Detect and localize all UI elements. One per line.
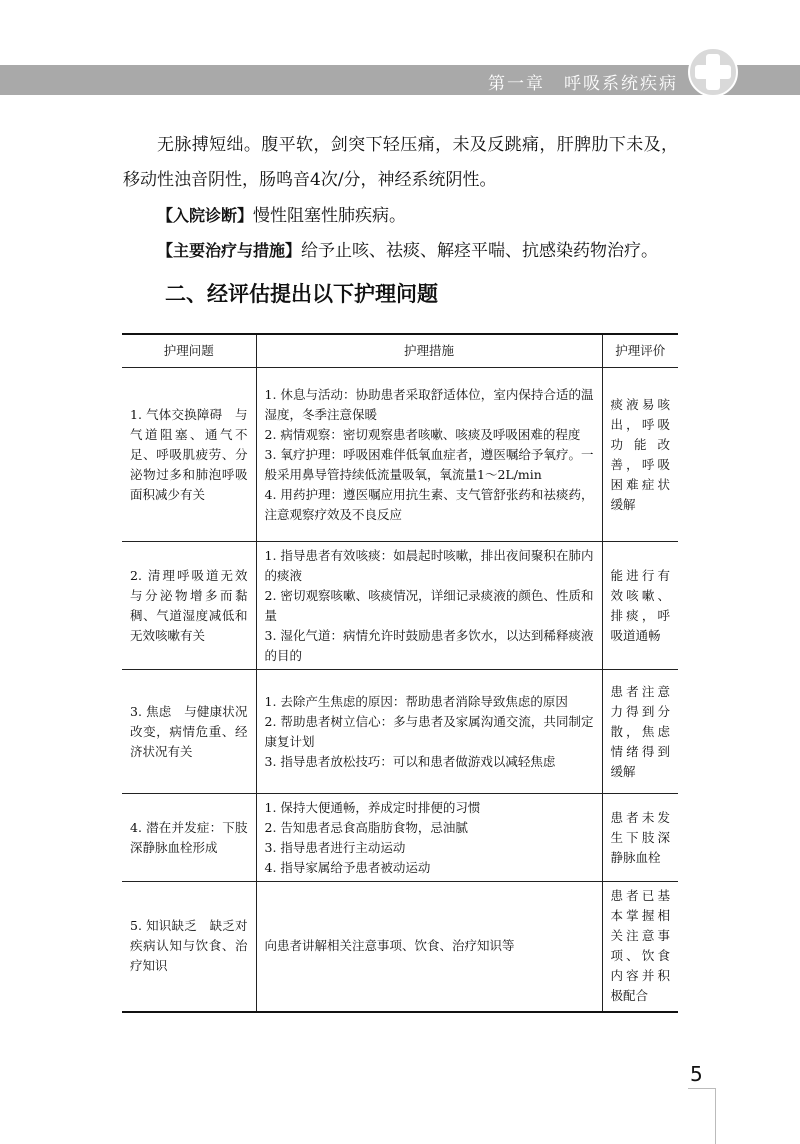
problem-cell: 1. 气体交换障碍 与气道阻塞、通气不足、呼吸肌疲劳、分泌物过多和肺泡呼吸面积减少有关 (122, 368, 256, 542)
problem-cell: 2. 清理呼吸道无效 与分泌物增多而黏稠、气道湿度减低和无效咳嗽有关 (122, 542, 256, 670)
table-row (122, 670, 678, 794)
chapter-header-band (0, 65, 800, 95)
nursing-problems-table (122, 333, 678, 1013)
measure-item: 1. 休息与活动：协助患者采取舒适体位，室内保持合适的温湿度，冬季注意保暖 (264, 386, 594, 422)
evaluation-cell: 痰液易咳出，呼吸功能改善，呼吸困难症状缓解 (602, 368, 678, 542)
measure-item: 3. 指导患者进行主动运动 (264, 839, 406, 855)
admission-text: 慢性阻塞性肺疾病。 (253, 206, 407, 226)
body-paragraph-admission (123, 198, 678, 234)
evaluation-cell: 患者注意力得到分散，焦虑情绪得到缓解 (602, 670, 678, 794)
problem-cell: 4. 潜在并发症：下肢深静脉血栓形成 (122, 794, 256, 882)
section-heading: 二、经评估提出以下护理问题 (165, 282, 438, 306)
measures-cell (256, 794, 602, 882)
measure-item: 向患者讲解相关注意事项、饮食、治疗知识等 (264, 938, 515, 954)
evaluation-cell: 患者已基本掌握相关注意事项、饮食内容并积极配合 (602, 882, 678, 1012)
measure-item: 2. 病情观察：密切观察患者咳嗽、咳痰及呼吸困难的程度 (264, 426, 581, 442)
measures-cell (256, 542, 602, 670)
page-corner-line-vertical (715, 1088, 716, 1144)
measure-item: 2. 密切观察咳嗽、咳痰情况，详细记录痰液的颜色、性质和量 (264, 587, 594, 623)
measure-item: 4. 指导家属给予患者被动运动 (264, 859, 431, 875)
table-row (122, 882, 678, 1012)
measure-item: 1. 指导患者有效咳痰：如晨起时咳嗽，排出夜间聚积在肺内的痰液 (264, 547, 594, 583)
treatment-label: 【主要治疗与措施】 (157, 241, 302, 260)
page-number: 5 (690, 1062, 703, 1086)
measures-cell (256, 670, 602, 794)
table-row (122, 368, 678, 542)
treatment-text: 给予止咳、祛痰、解痉平喘、抗感染药物治疗。 (301, 241, 659, 261)
measures-cell (256, 882, 602, 1012)
measure-item: 4. 用药护理：遵医嘱应用抗生素、支气管舒张药和祛痰药，注意观察疗效及不良反应 (264, 486, 594, 522)
measure-item: 1. 保持大便通畅，养成定时排便的习惯 (264, 799, 481, 815)
problem-cell: 3. 焦虑 与健康状况改变，病情危重、经济状况有关 (122, 670, 256, 794)
medical-cross-icon (687, 46, 739, 98)
body-paragraph-exam (123, 128, 678, 198)
header-measures: 护理措施 (256, 334, 602, 368)
table-header-row (122, 334, 678, 368)
header-evaluation: 护理评价 (602, 334, 678, 368)
exam-text: 无脉搏短绌。腹平软，剑突下轻压痛，未及反跳痛，肝脾肋下未及，移动性浊音阴性，肠鸣音4次/分，神经系统阴性。 (123, 135, 678, 190)
measure-item: 2. 帮助患者树立信心：多与患者及家属沟通交流，共同制定康复计划 (264, 713, 594, 749)
body-paragraph-treatment (123, 233, 678, 269)
header-problem: 护理问题 (122, 334, 256, 368)
admission-label: 【入院诊断】 (157, 206, 254, 225)
chapter-title: 第一章 呼吸系统疾病 (488, 74, 678, 94)
table-row (122, 542, 678, 670)
evaluation-cell: 患者未发生下肢深静脉血栓 (602, 794, 678, 882)
page-corner-line-horizontal (688, 1088, 716, 1089)
table-row (122, 794, 678, 882)
measure-item: 3. 指导患者放松技巧：可以和患者做游戏以减轻焦虑 (264, 753, 556, 769)
measures-cell (256, 368, 602, 542)
measure-item: 3. 氧疗护理：呼吸困难伴低氧血症者，遵医嘱给予氧疗。一般采用鼻导管持续低流量吸氧，氧流量1～2L/min (264, 446, 594, 482)
problem-cell: 5. 知识缺乏 缺乏对疾病认知与饮食、治疗知识 (122, 882, 256, 1012)
evaluation-cell: 能进行有效咳嗽、排痰，呼吸道通畅 (602, 542, 678, 670)
measure-item: 1. 去除产生焦虑的原因：帮助患者消除导致焦虑的原因 (264, 693, 568, 709)
measure-item: 2. 告知患者忌食高脂肪食物，忌油腻 (264, 819, 468, 835)
measure-item: 3. 湿化气道：病情允许时鼓励患者多饮水，以达到稀释痰液的目的 (264, 627, 594, 663)
